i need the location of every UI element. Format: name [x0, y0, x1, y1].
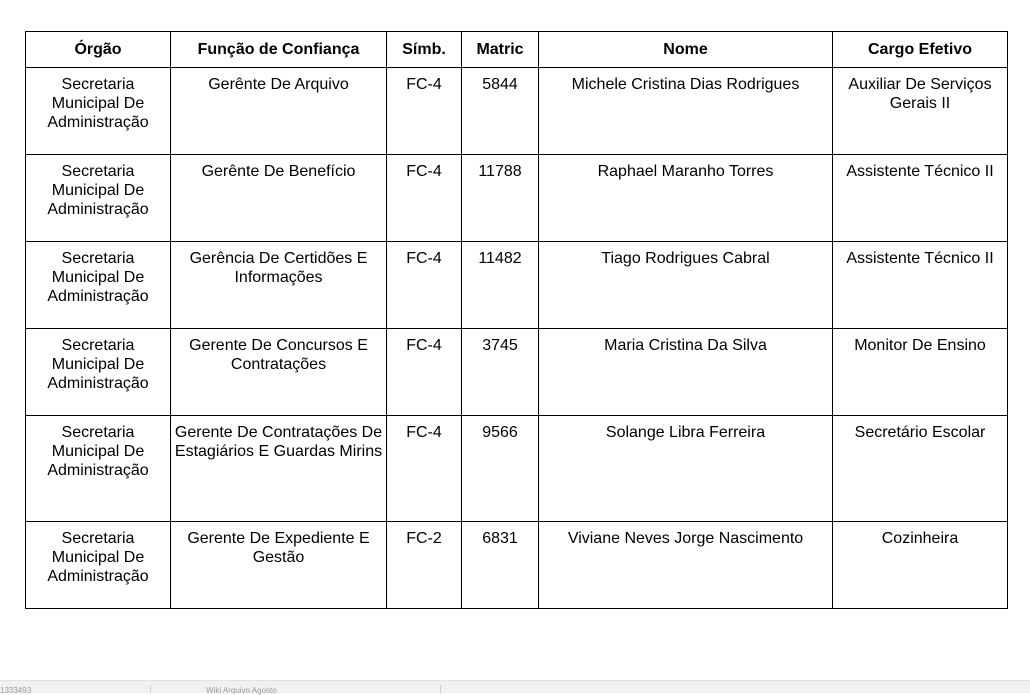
- cell-cargo-efetivo: Assistente Técnico II: [833, 155, 1008, 242]
- officials-table: [25, 31, 1008, 609]
- cell-simbolo: FC-2: [387, 522, 462, 609]
- table-row: [26, 329, 1008, 416]
- header-row: [26, 32, 1008, 68]
- cell-matricula: 11788: [462, 155, 539, 242]
- header-funcao-de-confianca: Função de Confiança: [171, 32, 387, 68]
- cell-simbolo: FC-4: [387, 416, 462, 522]
- cell-nome: Michele Cristina Dias Rodrigues: [539, 68, 833, 155]
- table-body: [26, 68, 1008, 609]
- header-cargo-efetivo: Cargo Efetivo: [833, 32, 1008, 68]
- cell-nome: Solange Libra Ferreira: [539, 416, 833, 522]
- cell-cargo-efetivo: Assistente Técnico II: [833, 242, 1008, 329]
- cell-cargo-efetivo: Monitor De Ensino: [833, 329, 1008, 416]
- cell-simbolo: FC-4: [387, 329, 462, 416]
- cell-nome: Tiago Rodrigues Cabral: [539, 242, 833, 329]
- header-simbolo: Símb.: [387, 32, 462, 68]
- cell-orgao: Secretaria Municipal De Administração: [26, 329, 171, 416]
- cell-simbolo: FC-4: [387, 155, 462, 242]
- cell-funcao: Gerênte De Arquivo: [171, 68, 387, 155]
- cell-matricula: 6831: [462, 522, 539, 609]
- cell-cargo-efetivo: Secretário Escolar: [833, 416, 1008, 522]
- cell-funcao: Gerênte De Benefício: [171, 155, 387, 242]
- header-orgao: Órgão: [26, 32, 171, 68]
- table-row: [26, 522, 1008, 609]
- cell-simbolo: FC-4: [387, 242, 462, 329]
- cell-cargo-efetivo: Auxiliar De Serviços Gerais II: [833, 68, 1008, 155]
- cell-orgao: Secretaria Municipal De Administração: [26, 242, 171, 329]
- cell-matricula: 3745: [462, 329, 539, 416]
- cell-matricula: 11482: [462, 242, 539, 329]
- cell-simbolo: FC-4: [387, 68, 462, 155]
- cell-nome: Maria Cristina Da Silva: [539, 329, 833, 416]
- header-nome: Nome: [539, 32, 833, 68]
- cell-funcao: Gerente De Expediente E Gestão: [171, 522, 387, 609]
- cell-orgao: Secretaria Municipal De Administração: [26, 522, 171, 609]
- cell-funcao: Gerente De Contratações De Estagiários E Guardas Mirins: [171, 416, 387, 522]
- table-row: [26, 68, 1008, 155]
- header-matricula: Matric: [462, 32, 539, 68]
- cell-orgao: Secretaria Municipal De Administração: [26, 155, 171, 242]
- table-row: [26, 416, 1008, 522]
- cell-funcao: Gerência De Certidões E Informações: [171, 242, 387, 329]
- cell-funcao: Gerente De Concursos E Contratações: [171, 329, 387, 416]
- cell-matricula: 5844: [462, 68, 539, 155]
- cell-matricula: 9566: [462, 416, 539, 522]
- cell-orgao: Secretaria Municipal De Administração: [26, 416, 171, 522]
- cell-nome: Raphael Maranho Torres: [539, 155, 833, 242]
- table-row: [26, 242, 1008, 329]
- table-header: [26, 32, 1008, 68]
- footer-left-text: 1333493: [0, 686, 32, 695]
- table-row: [26, 155, 1008, 242]
- cell-orgao: Secretaria Municipal De Administração: [26, 68, 171, 155]
- page-footer-strip: [0, 680, 1030, 693]
- cell-cargo-efetivo: Cozinheira: [833, 522, 1008, 609]
- cell-nome: Viviane Neves Jorge Nascimento: [539, 522, 833, 609]
- footer-mid-text: Wiki Arquivo Agosto: [206, 686, 277, 695]
